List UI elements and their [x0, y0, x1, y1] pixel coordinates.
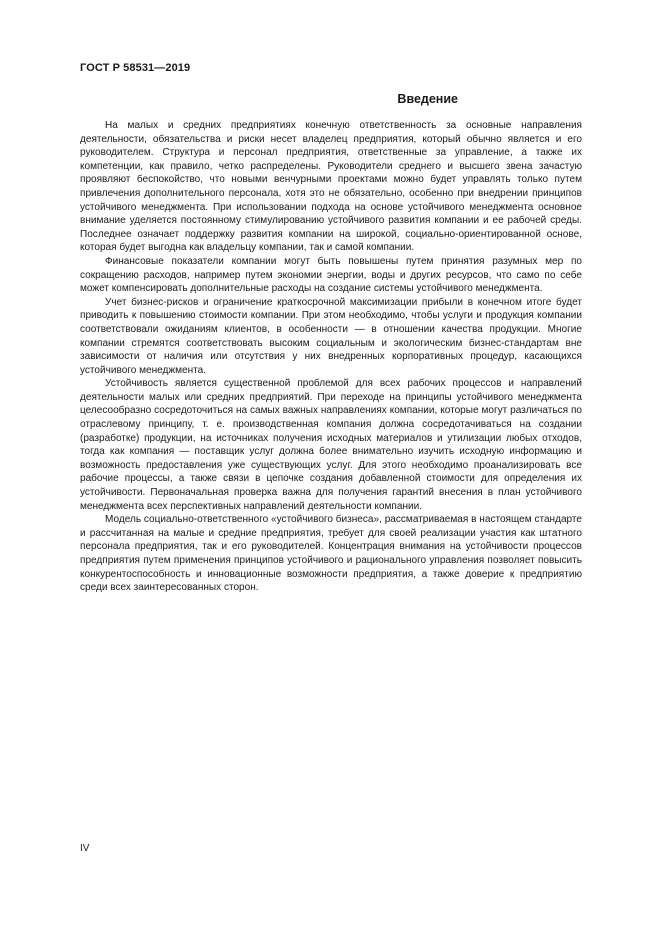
paragraph-3: Учет бизнес-рисков и ограничение краткосрочной максимизации прибыли в конечном итоге будет приводить к повышению стоимости компании. При этом необходимо, чтобы услуги и продукция компании соответствовали ожиданиям клиентов, в особенности — в отношении качества продукции. Многие компании стремятся соответствовать высоким социальным и экологическим бизнес-стандартам вне зависимости от наличия или отсутствия у них внедренных корпоративных процедур, касающихся устойчивого менеджмента. — [80, 296, 582, 376]
body-text — [80, 119, 582, 595]
paragraph-5: Модель социально-ответственного «устойчивого бизнеса», рассматриваемая в настоящем стандарте и рассчитанная на малые и средние предприятия, требует для своей реализации участия как штатного персонала предприятия, так и его руководителей. Концентрация внимания на устойчивости процессов предприятия путем применения принципов устойчивого и рационального управления позволяет повысить конкурентоспособность и инновационные возможности предприятия, а также доверие к предприятию среди всех заинтересованных сторон. — [80, 514, 582, 594]
section-title-container — [80, 92, 582, 106]
paragraph-2: Финансовые показатели компании могут быть повышены путем принятия разумных мер по сокращению расходов, например путем экономии энергии, воды и других ресурсов, что само по себе может компенсировать дополнительные расходы на создание системы устойчивого менеджмента. — [80, 255, 582, 295]
section-title: Введение — [397, 92, 458, 106]
standard-designation: ГОСТ Р 58531—2019 — [80, 62, 191, 74]
paragraph-4: Устойчивость является существенной проблемой для всех рабочих процессов и направлений деятельности малых или средних предприятий. При переходе на принципы устойчивого менеджмента целесообразно сосредоточиться на самых важных направлениях компании, которые могут различаться по отраслевому принципу, т. е. производственная компания должна сосредотачиваться на создании (разработке) продукции, на источниках получения исходных материалов и утилизации любых отходов, тогда как компания — поставщик услуг должна более внимательно изучить исходную информацию и возможность предоставления уже существующих услуг. Для этого необходимо проанализировать все рабочие процессы, а также связи в цепочке создания добавленной стоимости для определения их устойчивости. Первоначальная проверка важна для получения гарантий внесения в план устойчивого менеджмента всех перспективных направлений деятельности компании. — [80, 378, 582, 512]
paragraph-1: На малых и средних предприятиях конечную ответственность за основные направления деятельности, обязательства и риски несет владелец предприятия, который обычно является и его руководителем. Структура и персонал предприятия, ответственные за управление, а также их компетенции, как правило, четко распределены. Руководители среднего и высшего звена зачастую проявляют беспокойство, что новыми венчурными проектами можно будет управлять только путем привлечения дополнительного персонала, хотя это не обязательно, особенно при внедрении принципов устойчивого менеджмента. При использовании подхода на основе устойчивого менеджмента основное внимание уделяется постоянному стимулированию устойчивого развития компании и ее рабочей среды. Последнее означает поддержку развития компании на широкой, социально-ориентированной основе, которая будет выгодна как владельцу компании, так и самой компании. — [80, 120, 582, 254]
page-number: IV — [80, 843, 90, 854]
